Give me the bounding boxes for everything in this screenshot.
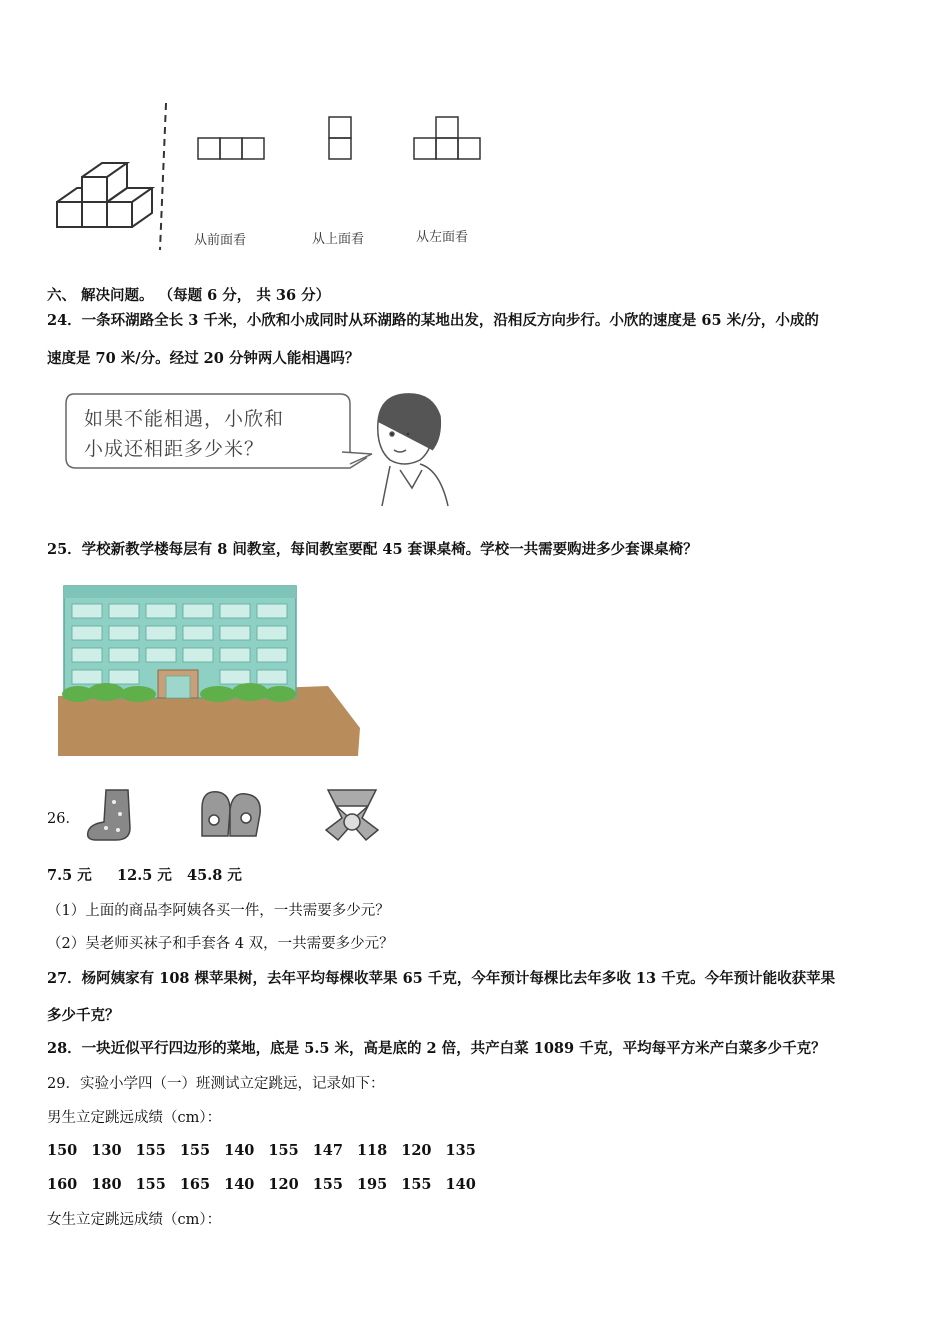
- score-value: 120: [401, 1142, 432, 1159]
- q26-items: [80, 780, 400, 850]
- school-building-drawing: [58, 578, 368, 758]
- q26-prices: 7.5 元 12.5 元 45.8 元: [47, 867, 242, 884]
- building-window: [183, 648, 213, 662]
- score-value: 140: [224, 1176, 255, 1193]
- q26-number: 26．: [47, 811, 80, 827]
- score-value: 155: [135, 1176, 166, 1193]
- score-value: 155: [312, 1176, 343, 1193]
- score-value: 160: [47, 1176, 78, 1193]
- left-view: [414, 117, 480, 159]
- section-heading: 六、 解决问题。 （每题 6 分， 共 36 分）: [47, 287, 331, 304]
- building-window: [109, 604, 139, 618]
- q24-line2: 速度是 70 米/分。经过 20 分钟两人能相遇吗？: [47, 350, 360, 367]
- q26-sub2: （2）吴老师买袜子和手套各 4 双，一共需要多少元？: [47, 936, 394, 952]
- score-value: 155: [179, 1142, 211, 1159]
- girls-label: 女生立定跳远成绩（cm）：: [47, 1212, 222, 1228]
- building-window: [72, 604, 102, 618]
- building-window: [146, 604, 176, 618]
- score-value: 140: [224, 1142, 255, 1159]
- building-window: [183, 626, 213, 640]
- building-window: [220, 670, 250, 684]
- cube-stack: [57, 163, 152, 227]
- sock-icon: [88, 790, 130, 840]
- building-window: [109, 648, 139, 662]
- building-window: [220, 626, 250, 640]
- scarf-icon: [326, 790, 378, 840]
- q26-sub1: （1）上面的商品李阿姨各买一件，一共需要多少元？: [47, 903, 390, 919]
- bubble-line2: 小成还相距多少米？: [84, 438, 265, 460]
- score-value: 155: [135, 1142, 166, 1159]
- top-view-label: 从上面看: [312, 232, 365, 247]
- building-window: [146, 648, 176, 662]
- boys-row1: [47, 1141, 490, 1161]
- score-value: 180: [91, 1176, 122, 1193]
- three-view-figure: [40, 95, 510, 265]
- front-view: [198, 138, 264, 159]
- building-window: [257, 670, 287, 684]
- score-value: 118: [356, 1142, 388, 1159]
- score-value: 150: [47, 1142, 78, 1159]
- building-window: [146, 626, 176, 640]
- mittens-icon: [202, 792, 260, 836]
- q28-text: 28．一块近似平行四边形的菜地，底是 5.5 米，高是底的 2 倍，共产白菜 1089 千克，平均每平方米产白菜多少千克？: [47, 1040, 826, 1057]
- building-window: [72, 648, 102, 662]
- building-window: [72, 626, 102, 640]
- bubble-line1: 如果不能相遇，小欣和: [84, 408, 285, 430]
- q25-text: 25．学校新教学楼每层有 8 间教室，每间教室要配 45 套课桌椅。学校一共需要购进多少套课桌椅？: [47, 541, 698, 558]
- score-value: 120: [268, 1176, 299, 1193]
- building-window: [109, 670, 139, 684]
- score-value: 155: [401, 1176, 432, 1193]
- q24-line1: 24．一条环湖路全长 3 千米，小欣和小成同时从环湖路的某地出发，沿相反方向步行。小欣的速度是 65 米/分，小成的: [47, 312, 819, 329]
- q25-school-image: [58, 578, 368, 758]
- score-value: 165: [179, 1176, 211, 1193]
- building-window: [109, 626, 139, 640]
- boys-label: 男生立定跳远成绩（cm）：: [47, 1110, 222, 1126]
- left-view-label: 从左面看: [416, 230, 469, 245]
- building-window: [220, 604, 250, 618]
- score-value: 140: [445, 1176, 476, 1193]
- building-window: [220, 648, 250, 662]
- building-window: [257, 604, 287, 618]
- q27-line1: 27．杨阿姨家有 108 棵苹果树，去年平均每棵收苹果 65 千克，今年预计每棵比去年多收 13 千克。今年预计能收获苹果: [47, 970, 836, 987]
- goods-drawing: [80, 780, 400, 850]
- building-window: [257, 648, 287, 662]
- building-window: [72, 670, 102, 684]
- q29-text: 29．实验小学四（一）班测试立定跳远，记录如下：: [47, 1076, 385, 1092]
- boys-row2: [47, 1175, 490, 1195]
- score-value: 195: [356, 1176, 388, 1193]
- score-value: 135: [445, 1142, 476, 1159]
- top-view: [329, 117, 351, 159]
- building-window: [257, 626, 287, 640]
- q24-illustration: [60, 388, 460, 513]
- q27-line2: 多少千克？: [47, 1007, 120, 1024]
- score-value: 130: [91, 1142, 122, 1159]
- score-value: 147: [312, 1142, 343, 1159]
- boy-icon: [378, 394, 448, 506]
- front-view-label: 从前面看: [194, 233, 247, 248]
- building-window: [183, 604, 213, 618]
- score-value: 155: [268, 1142, 299, 1159]
